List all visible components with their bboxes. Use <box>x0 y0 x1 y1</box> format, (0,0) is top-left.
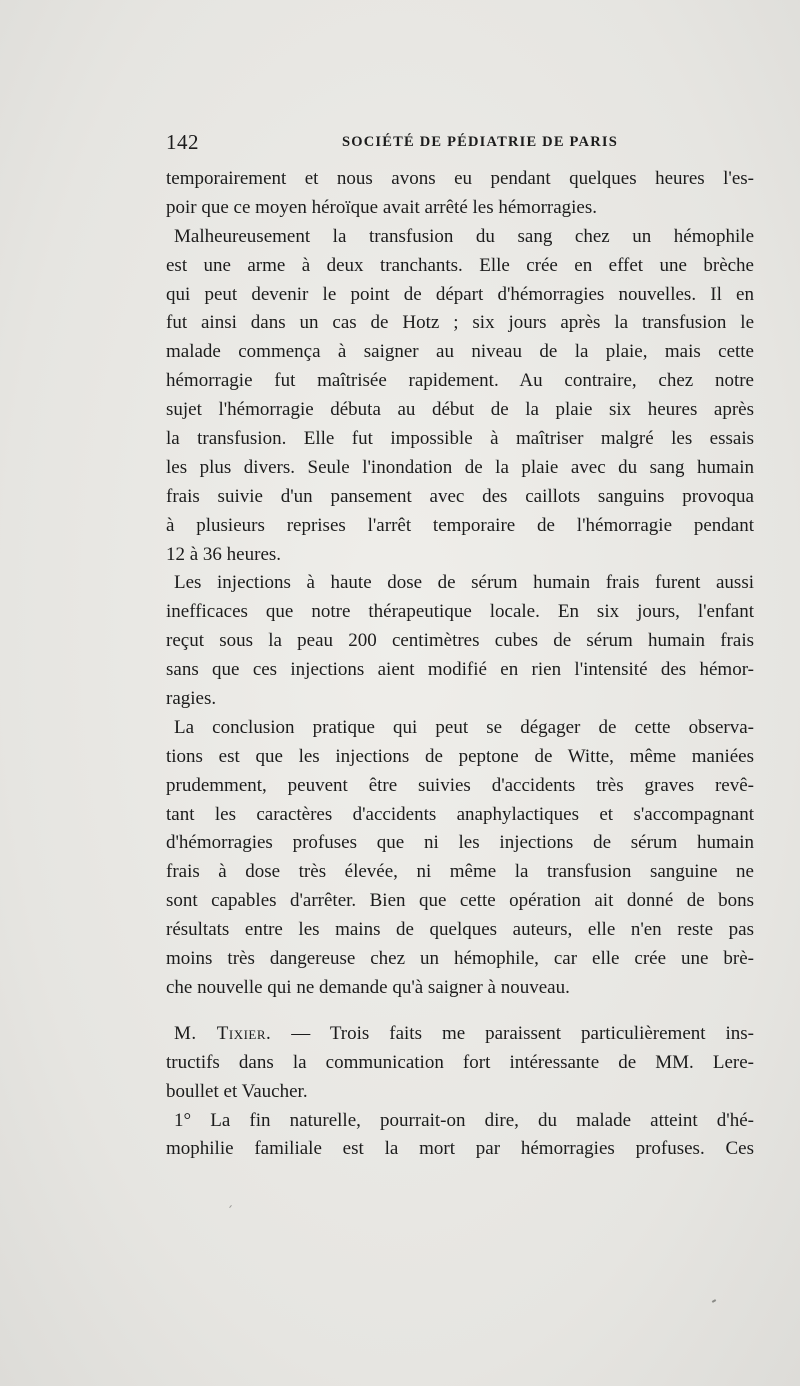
text-line <box>166 1020 754 1049</box>
text-line: moins très dangereuse chez un hémophile, car elle crée une brè- <box>166 948 754 970</box>
text-line: d'hémorragies profuses que ni les injections de sérum humain <box>166 832 754 854</box>
text-line: prudemment, peuvent être suivies d'accidents très graves revê- <box>166 774 754 796</box>
page-header <box>166 130 754 160</box>
text-line: sans que ces injections aient modifié en rien l'intensité des hémor- <box>166 659 754 681</box>
text-line: frais suivie d'un pansement avec des caillots sanguins provoqua <box>166 485 754 507</box>
text-line: Malheureusement la transfusion du sang chez un hémophile <box>174 225 754 247</box>
text-line: temporairement et nous avons eu pendant quelques heures l'es- <box>166 168 754 189</box>
speaker-text: — Trois faits me paraissent particulièrement ins- <box>291 1022 754 1044</box>
body-text <box>166 165 754 1164</box>
text-line: la transfusion. Elle fut impossible à maîtriser malgré les essais <box>166 428 754 450</box>
tixier-paragraph <box>166 1020 754 1107</box>
paper-speck <box>712 1299 716 1303</box>
paper-speck <box>229 1205 232 1208</box>
text-line: che nouvelle qui ne demande qu'à saigner à nouveau. <box>166 976 570 998</box>
text-line: sont capables d'arrêter. Bien que cette opération ait donné de bons <box>166 890 754 912</box>
text-line: malade commença à saigner au niveau de la plaie, mais cette <box>166 341 754 363</box>
text-line: qui peut devenir le point de départ d'hémorragies nouvelles. Il en <box>166 283 754 305</box>
text-line: 12 à 36 heures. <box>166 543 282 565</box>
text-line: Les injections à haute dose de sérum humain frais furent aussi <box>174 572 754 594</box>
text-line: hémorragie fut maîtrisée rapidement. Au contraire, chez notre <box>166 370 754 392</box>
text-line: inefficaces que notre thérapeutique locale. En six jours, l'enfant <box>166 601 754 623</box>
paragraph <box>166 714 754 1003</box>
text-line: La conclusion pratique qui peut se dégager de cette observa- <box>174 716 754 738</box>
text-line: résultats entre les mains de quelques auteurs, elle n'en reste pas <box>166 919 754 941</box>
text-line: 1° La fin naturelle, pourrait-on dire, du malade atteint d'hé- <box>174 1109 754 1131</box>
text-line: tructifs dans la communication fort intéressante de MM. Lere- <box>166 1051 754 1073</box>
text-line: tions est que les injections de peptone de Witte, même maniées <box>166 745 754 767</box>
text-line: ragies. <box>166 688 217 710</box>
paragraph <box>166 223 754 570</box>
speaker-name: M. Tixier. <box>174 1022 272 1044</box>
text-line: sujet l'hémorragie débuta au début de la plaie six heures après <box>166 399 754 421</box>
text-line: frais à dose très élevée, ni même la transfusion sanguine ne <box>166 861 754 883</box>
text-line: poir que ce moyen héroïque avait arrêté les hémorragies. <box>166 196 598 218</box>
text-line: tant les caractères d'accidents anaphylactiques et s'accompagnant <box>166 803 754 825</box>
paragraph-gap <box>166 1003 754 1020</box>
text-line: reçut sous la peau 200 centimètres cubes de sérum humain frais <box>166 630 754 652</box>
paragraph <box>166 165 754 223</box>
paragraph <box>166 1107 754 1165</box>
text-line: à plusieurs reprises l'arrêt temporaire de l'hémorragie pendant <box>166 514 754 536</box>
page-number: 142 <box>166 130 199 154</box>
text-line: boullet et Vaucher. <box>166 1080 308 1102</box>
text-line: les plus divers. Seule l'inondation de la plaie avec du sang humain <box>166 456 754 478</box>
text-line: est une arme à deux tranchants. Elle crée en effet une brèche <box>166 254 754 276</box>
running-title: SOCIÉTÉ DE PÉDIATRIE DE PARIS <box>342 134 618 150</box>
text-line: fut ainsi dans un cas de Hotz ; six jours après la transfusion le <box>166 312 754 334</box>
text-line: mophilie familiale est la mort par hémorragies profuses. Ces <box>166 1138 754 1160</box>
paragraph <box>166 569 754 713</box>
